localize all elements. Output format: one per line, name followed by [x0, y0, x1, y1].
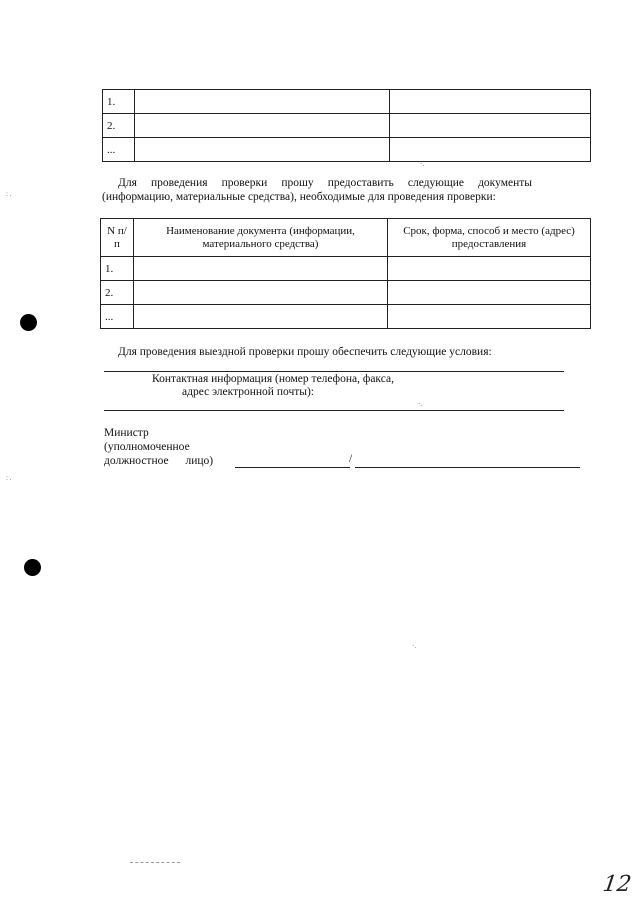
scan-speck: : . [6, 190, 12, 198]
table-cell [390, 90, 591, 114]
signer-subtitle-2: должностное лицо) [104, 455, 214, 467]
table-header-row [101, 219, 591, 257]
table-cell [388, 305, 591, 329]
row-number: 2. [103, 114, 135, 138]
column-header-terms: Срок, форма, способ и место (адрес) предоставления [388, 219, 591, 257]
table-cell [388, 257, 591, 281]
table-row [101, 305, 591, 329]
table-row [103, 114, 591, 138]
signature-line [235, 467, 350, 468]
table-row [103, 90, 591, 114]
contact-line-1: Контактная информация (номер телефона, факса, [152, 373, 394, 385]
request-paragraph [102, 176, 532, 204]
conditions-fill-line [104, 371, 564, 372]
table-cell [134, 281, 388, 305]
table-cell [134, 257, 388, 281]
contact-info-label [152, 373, 394, 399]
request-line-2: (информацию, материальные средства), необходимые для проведения проверки: [102, 191, 496, 203]
scan-edge-mark [130, 862, 180, 863]
scan-speck: ·. [420, 160, 425, 168]
scan-speck: ·. [412, 642, 417, 650]
name-line [355, 467, 580, 468]
table-cell [390, 138, 591, 162]
table-cell [390, 114, 591, 138]
table-cell [135, 138, 390, 162]
row-number: 1. [101, 257, 134, 281]
signer-subtitle: (уполномоченное [104, 441, 190, 453]
contact-fill-line [104, 410, 564, 411]
table-row [101, 257, 591, 281]
scan-speck: ·. [418, 400, 423, 408]
row-number: 1. [103, 90, 135, 114]
top-table [102, 89, 591, 162]
row-number: ... [103, 138, 135, 162]
punch-hole-top [20, 314, 37, 331]
conditions-text: Для проведения выездной проверки прошу обеспечить следующие условия: [118, 346, 492, 358]
table-row [103, 138, 591, 162]
signer-title: Министр [104, 427, 149, 439]
table-cell [135, 114, 390, 138]
table-cell [134, 305, 388, 329]
row-number: 2. [101, 281, 134, 305]
table-cell [388, 281, 591, 305]
contact-line-2: адрес электронной почты): [182, 386, 315, 398]
scan-speck: : . [6, 474, 12, 482]
table-row [101, 281, 591, 305]
request-line-1: Для проведения проверки прошу предоставить следующие документы [118, 177, 532, 189]
signature-block [104, 426, 213, 468]
column-header-document-name: Наименование документа (информации, материального средства) [134, 219, 388, 257]
signature-separator: / [349, 453, 353, 465]
column-header-number: N п/п [101, 219, 134, 257]
table-cell [135, 90, 390, 114]
page-number: 12 [601, 872, 633, 897]
punch-hole-bottom [24, 559, 41, 576]
documents-table [100, 218, 591, 329]
row-number: ... [101, 305, 134, 329]
